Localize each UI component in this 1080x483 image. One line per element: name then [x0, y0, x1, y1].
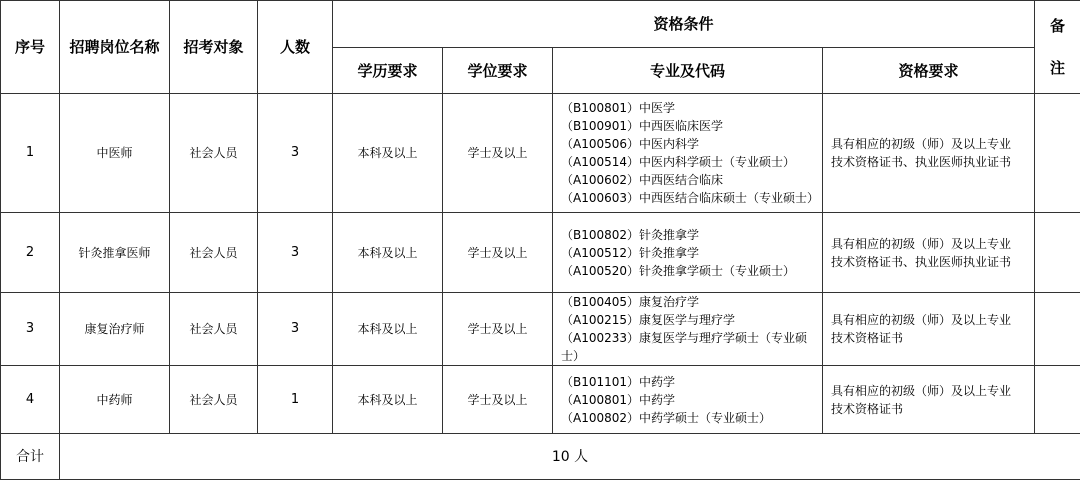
cell-remarks — [1035, 213, 1080, 293]
requirements-text: 具有相应的初级（师）及以上专业 技术资格证书、执业医师执业证书 — [831, 137, 1012, 169]
cell-major — [553, 293, 823, 366]
cell-education: 本科及以上 — [333, 366, 443, 434]
cell-count: 1 — [258, 366, 333, 434]
cell-education: 本科及以上 — [333, 293, 443, 366]
cell-requirements — [823, 366, 1035, 434]
cell-major — [553, 94, 823, 213]
table-row — [1, 366, 1080, 434]
header-remarks-top: 备 — [1050, 17, 1066, 35]
table-row — [1, 213, 1080, 293]
cell-major — [553, 366, 823, 434]
cell-count: 3 — [258, 94, 333, 213]
major-list: （B100801）中医学 （B100901）中西医临床医学 （A100506）中医内科学 （A100514）中医内科学硕士（专业硕士） （A100602）中西医结合临床 （A100603）中西医结合临床硕士（专业硕士） — [561, 101, 820, 205]
cell-requirements — [823, 293, 1035, 366]
cell-position: 中药师 — [60, 366, 170, 434]
cell-remarks — [1035, 366, 1080, 434]
table-row — [1, 94, 1080, 213]
major-list: （B101101）中药学 （A100801）中药学 （A100802）中药学硕士（专业硕士） — [561, 374, 772, 425]
table-row — [1, 293, 1080, 366]
cell-target: 社会人员 — [170, 366, 258, 434]
header-count: 人数 — [258, 1, 333, 94]
cell-target: 社会人员 — [170, 213, 258, 293]
requirements-text: 具有相应的初级（师）及以上专业 技术资格证书 — [831, 383, 1012, 416]
cell-count: 3 — [258, 293, 333, 366]
cell-degree: 学士及以上 — [443, 213, 553, 293]
header-no: 序号 — [1, 1, 60, 94]
cell-remarks — [1035, 293, 1080, 366]
header-target: 招考对象 — [170, 1, 258, 94]
cell-target: 社会人员 — [170, 94, 258, 213]
major-list: （B100802）针灸推拿学 （A100512）针灸推拿学 （A100520）针灸推拿学硕士（专业硕士） — [561, 227, 796, 278]
cell-position: 康复治疗师 — [60, 293, 170, 366]
cell-education: 本科及以上 — [333, 94, 443, 213]
header-degree: 学位要求 — [443, 48, 553, 94]
header-requirements: 资格要求 — [823, 48, 1035, 94]
cell-requirements — [823, 94, 1035, 213]
cell-no: 1 — [1, 94, 60, 213]
total-row — [1, 434, 1080, 480]
cell-remarks — [1035, 94, 1080, 213]
cell-degree: 学士及以上 — [443, 94, 553, 213]
header-remarks — [1035, 1, 1080, 94]
header-remarks-bottom: 注 — [1050, 59, 1066, 77]
cell-degree: 学士及以上 — [443, 366, 553, 434]
cell-position: 针灸推拿医师 — [60, 213, 170, 293]
header-education: 学历要求 — [333, 48, 443, 94]
total-value: 10 人 — [60, 434, 1080, 480]
requirements-text: 具有相应的初级（师）及以上专业 技术资格证书、执业医师执业证书 — [831, 236, 1012, 269]
cell-no: 4 — [1, 366, 60, 434]
requirements-text: 具有相应的初级（师）及以上专业 技术资格证书 — [831, 313, 1012, 345]
cell-count: 3 — [258, 213, 333, 293]
cell-education: 本科及以上 — [333, 213, 443, 293]
cell-major — [553, 213, 823, 293]
cell-degree: 学士及以上 — [443, 293, 553, 366]
cell-position: 中医师 — [60, 94, 170, 213]
cell-target: 社会人员 — [170, 293, 258, 366]
cell-no: 3 — [1, 293, 60, 366]
header-position: 招聘岗位名称 — [60, 1, 170, 94]
cell-requirements — [823, 213, 1035, 293]
major-list: （B100405）康复治疗学 （A100215）康复医学与理疗学 （A100233）康复医学与理疗学硕士（专业硕 士） — [561, 295, 808, 363]
header-major: 专业及代码 — [553, 48, 823, 94]
header-qualifications: 资格条件 — [333, 1, 1035, 48]
total-label: 合计 — [1, 434, 60, 480]
cell-no: 2 — [1, 213, 60, 293]
